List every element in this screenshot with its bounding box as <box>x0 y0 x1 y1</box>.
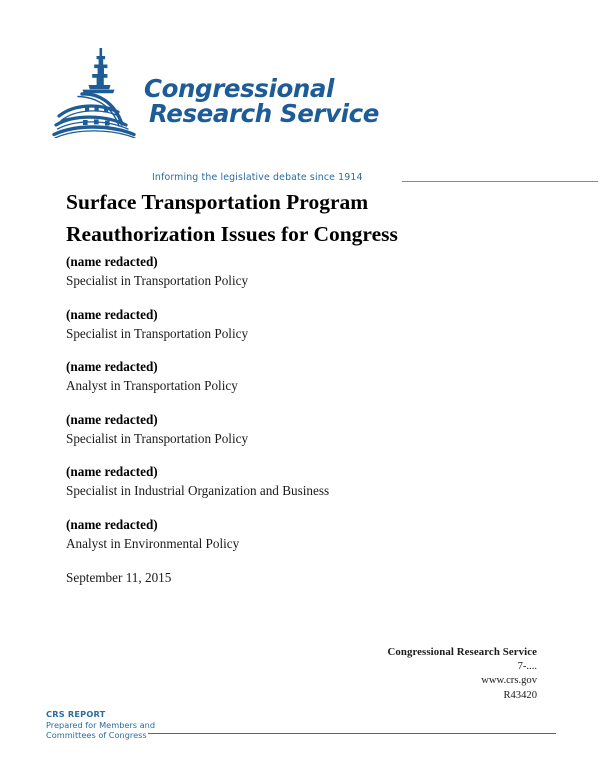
page-footer <box>46 709 556 743</box>
report-number: R43420 <box>503 689 537 701</box>
page-title-line-2: Reauthorization Issues for Congress <box>66 222 398 247</box>
contact-block <box>387 645 537 703</box>
page-title-line-1: Surface Transportation Program <box>66 190 369 215</box>
author-name: (name redacted) <box>66 411 158 427</box>
author-entry <box>66 358 506 395</box>
author-role: Specialist in Transportation Policy <box>66 325 249 341</box>
author-role: Specialist in Transportation Policy <box>66 273 249 288</box>
author-entry <box>66 306 506 343</box>
author-name: (name redacted) <box>66 254 158 269</box>
crs-masthead <box>52 46 552 183</box>
author-entry <box>66 463 506 500</box>
author-name: (name redacted) <box>66 306 158 322</box>
publication-date: September 11, 2015 <box>66 570 172 585</box>
wordmark-line-research-service: Research Service <box>149 99 380 128</box>
masthead-divider <box>402 181 598 182</box>
footer-line-2: Committees of Congress <box>46 730 147 741</box>
contact-phone: 7-.... <box>517 660 537 672</box>
author-entry <box>66 253 506 290</box>
author-name: (name redacted) <box>66 516 158 532</box>
author-name: (name redacted) <box>66 359 158 374</box>
crs-wordmark <box>144 76 444 126</box>
wordmark-line-congressional: Congressional <box>144 74 335 103</box>
author-entry <box>66 516 506 553</box>
footer-report-label: CRS REPORT <box>46 709 106 719</box>
author-list <box>66 253 506 587</box>
footer-line-1: Prepared for Members and <box>46 719 156 730</box>
author-role: Analyst in Environmental Policy <box>66 535 240 551</box>
author-entry <box>66 411 506 448</box>
author-role: Analyst in Transportation Policy <box>66 378 238 393</box>
capitol-dome-icon <box>52 46 148 138</box>
footer-divider <box>148 733 556 734</box>
contact-website[interactable]: www.crs.gov <box>481 675 537 686</box>
crs-tagline: Informing the legislative debate since 1914 <box>152 172 363 183</box>
page-title <box>66 186 536 250</box>
author-role: Specialist in Transportation Policy <box>66 430 249 446</box>
author-role: Specialist in Industrial Organization and Business <box>66 483 330 498</box>
author-name: (name redacted) <box>66 464 158 479</box>
contact-organization: Congressional Research Service <box>387 646 537 658</box>
